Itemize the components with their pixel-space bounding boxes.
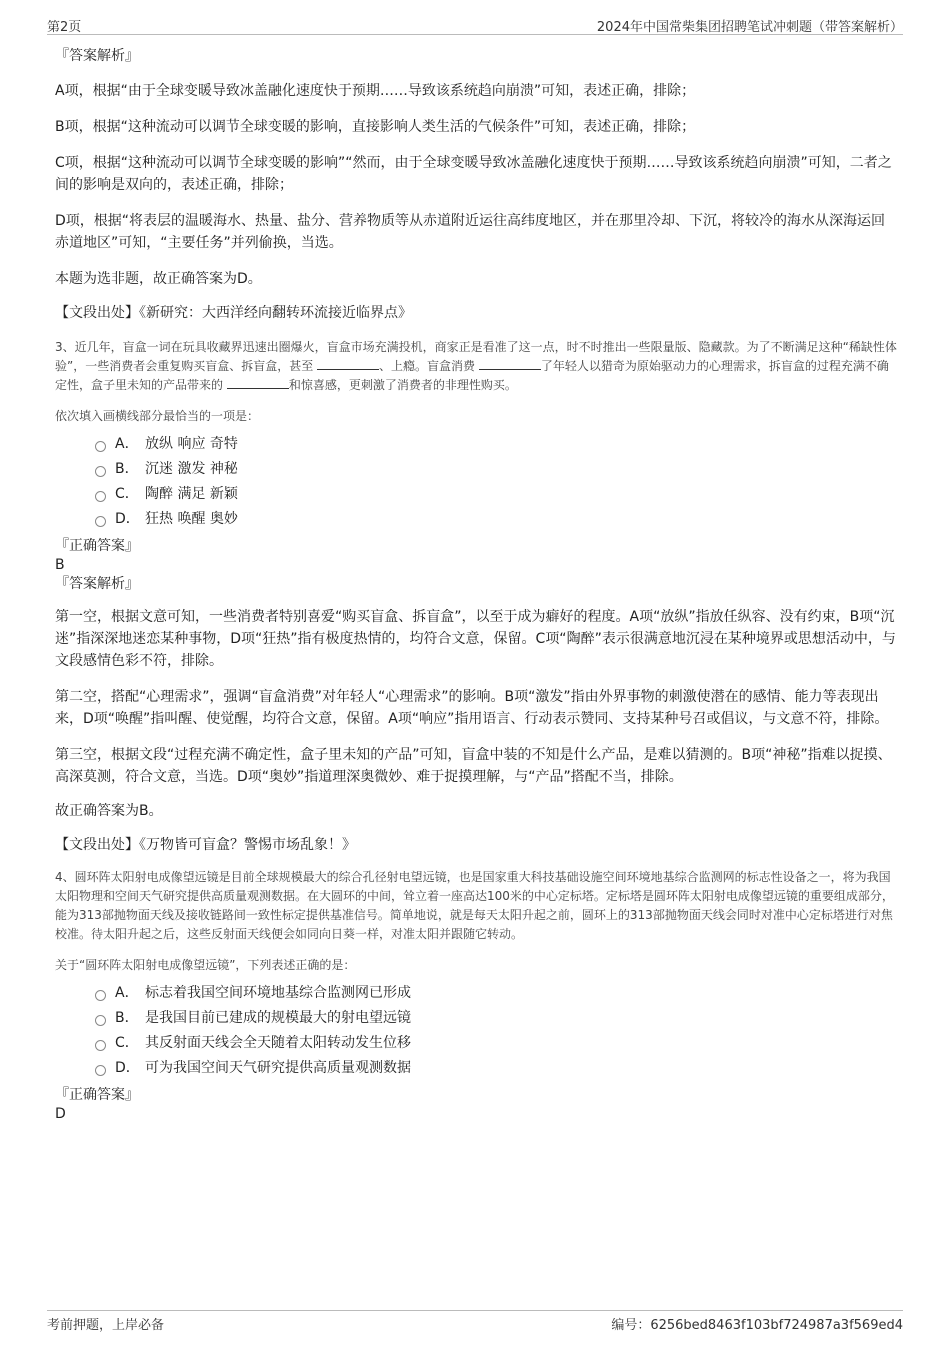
question-3-options xyxy=(95,432,897,532)
radio-icon[interactable] xyxy=(95,491,106,502)
question-4-options xyxy=(95,981,897,1081)
question-4-prompt: 关于“圆环阵太阳射电成像望远镜”，下列表述正确的是： xyxy=(55,958,356,972)
radio-icon[interactable] xyxy=(95,441,106,452)
footer-slogan: 考前押题，上岸必备 xyxy=(47,1318,165,1333)
document-id: 编号：6256bed8463f103bf724987a3f569ed4 xyxy=(611,1318,903,1333)
page-number: 第2页 xyxy=(47,20,82,35)
correct-answer-label: 『正确答案』 xyxy=(55,538,139,554)
option-a[interactable]: A． 放纵 响应 奇特 xyxy=(95,432,897,457)
radio-icon[interactable] xyxy=(95,1040,106,1051)
correct-answer-label: 『正确答案』 xyxy=(55,1087,139,1103)
question-4-stem: 4、圆环阵太阳射电成像望远镜是目前全球规模最大的综合孔径射电望远镜，也是国家重大科技基础设施空间环境地基综合监测网的标志性设备之一，将为我国太阳物理和空间天气研究提供高质量观测数据。在大圆环的中间，耸立着一座高达100米的中心定标塔。定标塔是圆环阵太阳射电成像望远镜的重要组成部分，能为313部抛物面天线及接收链路间一致性标定提供基准信号。简单地说，就是每天太阳升起之前，圆环上的313部抛物面天线会同时对准中心定标塔进行对焦校准。待太阳升起之后，这些反射面天线便会如同向日葵一样，对准太阳并跟随它转动。 xyxy=(55,870,894,941)
blank-1 xyxy=(317,357,379,370)
analysis-blank-2: 第二空，搭配“心理需求”，强调“盲盒消费”对年轻人“心理需求”的影响。B项“激发”指由外界事物的刺激使潜在的感情、能力等表现出来，D项“唤醒”指叫醒、使觉醒，均符合文意，保留。A项“响应”指用语言、行动表示赞同、支持某种号召或倡议，与文意不符，排除。 xyxy=(55,689,889,727)
option-d[interactable]: D． 可为我国空间天气研究提供高质量观测数据 xyxy=(95,1056,897,1081)
analysis-label: 『答案解析』 xyxy=(55,576,139,592)
document-title: 2024年中国常柴集团招聘笔试冲刺题（带答案解析） xyxy=(596,20,903,35)
radio-icon[interactable] xyxy=(95,990,106,1001)
analysis-blank-3: 第三空，根据文段“过程充满不确定性，盒子里未知的产品”可知，盲盒中装的不知是什么产品，是难以猜测的。B项“神秘”指难以捉摸、高深莫测，符合文意，当选。D项“奥妙”指道理深奥微妙、难于捉摸理解，与“产品”搭配不当，排除。 xyxy=(55,747,892,785)
analysis-para-d: D项，根据“将表层的温暖海水、热量、盐分、营养物质等从赤道附近运往高纬度地区，并在那里冷却、下沉，将较冷的海水从深海运回赤道地区”可知，“主要任务”并列偷换，当选。 xyxy=(55,213,886,251)
correct-answer-value: B xyxy=(55,557,65,573)
radio-icon[interactable] xyxy=(95,516,106,527)
radio-icon[interactable] xyxy=(95,466,106,477)
analysis-para-a: A项，根据“由于全球变暖导致冰盖融化速度快于预期……导致该系统趋向崩溃”可知，表述正确，排除； xyxy=(55,83,696,99)
option-a[interactable]: A． 标志着我国空间环境地基综合监测网已形成 xyxy=(95,981,897,1006)
option-b[interactable]: B． 是我国目前已建成的规模最大的射电望远镜 xyxy=(95,1006,897,1031)
blank-3 xyxy=(227,376,289,389)
question-3-stem: 3、近几年，盲盒一词在玩具收藏界迅速出圈爆火，盲盒市场充满投机，商家正是看准了这一点，时不时推出一些限量版、隐藏款。为了不断满足这种“稀缺性体验”，一些消费者会重复购买盲盒、拆盲盒，甚至 、上瘾。盲盒消费 了年轻人以猎奇为原始驱动力的心理需求，拆盲盒的过程充满不确定性，盒子里未知的产品带来的 和惊喜感，更刺激了消费者的非理性购买。 xyxy=(55,340,897,392)
radio-icon[interactable] xyxy=(95,1065,106,1076)
analysis-label: 『答案解析』 xyxy=(55,48,139,64)
source-citation: 【文段出处】《新研究：大西洋经向翻转环流接近临界点》 xyxy=(55,305,412,321)
option-d[interactable]: D． 狂热 唤醒 奥妙 xyxy=(95,507,897,532)
option-c[interactable]: C． 其反射面天线会全天随着太阳转动发生位移 xyxy=(95,1031,897,1056)
analysis-conclusion: 故正确答案为B。 xyxy=(55,803,163,819)
correct-answer-value: D xyxy=(55,1106,66,1122)
option-b[interactable]: B． 沉迷 激发 神秘 xyxy=(95,457,897,482)
question-3-prompt: 依次填入画横线部分最恰当的一项是： xyxy=(55,409,260,423)
analysis-blank-1: 第一空，根据文意可知，一些消费者特别喜爱“购买盲盒、拆盲盒”，以至于成为癖好的程度。A项“放纵”指放任纵容、没有约束，B项“沉迷”指深深地迷恋某种事物，D项“狂热”指有极度热情的，均符合文意，保留。C项“陶醉”表示很满意地沉浸在某种境界或思想活动中，与文段感情色彩不符，排除。 xyxy=(55,609,896,669)
analysis-conclusion: 本题为选非题，故正确答案为D。 xyxy=(55,271,262,287)
source-citation: 【文段出处】《万物皆可盲盒？警惕市场乱象！》 xyxy=(55,837,356,853)
analysis-para-c: C项，根据“这种流动可以调节全球变暖的影响”“然而，由于全球变暖导致冰盖融化速度快于预期……导致该系统趋向崩溃”可知，二者之间的影响是双向的，表述正确，排除； xyxy=(55,155,892,193)
blank-2 xyxy=(479,357,541,370)
analysis-para-b: B项，根据“这种流动可以调节全球变暖的影响，直接影响人类生活的气候条件”可知，表述正确，排除； xyxy=(55,119,696,135)
radio-icon[interactable] xyxy=(95,1015,106,1026)
page-content xyxy=(55,46,897,1123)
option-c[interactable]: C． 陶醉 满足 新颖 xyxy=(95,482,897,507)
page-footer xyxy=(47,1310,903,1331)
page-header xyxy=(47,14,903,35)
